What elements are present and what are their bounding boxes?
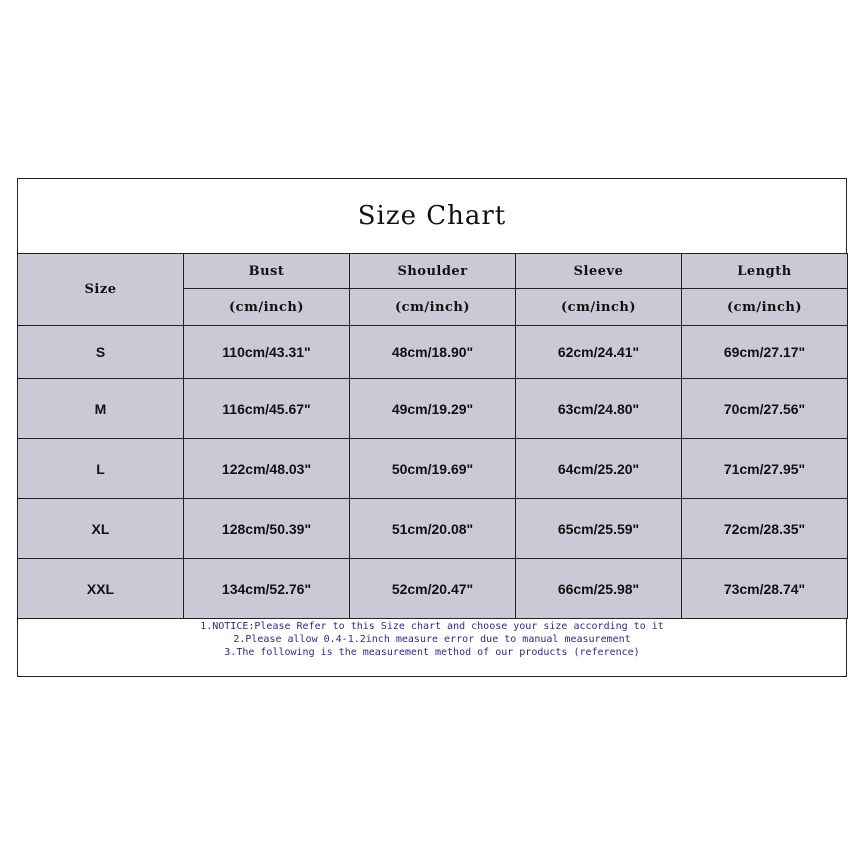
length-cell: 71cm/27.95" (682, 439, 848, 499)
size-cell: S (18, 326, 184, 379)
size-cell: M (18, 379, 184, 439)
shoulder-cell: 49cm/19.29" (350, 379, 516, 439)
shoulder-cell: 51cm/20.08" (350, 499, 516, 559)
header-shoulder: Shoulder (350, 254, 516, 289)
bust-cell: 110cm/43.31" (184, 326, 350, 379)
shoulder-cell: 48cm/18.90" (350, 326, 516, 379)
size-cell: XXL (18, 559, 184, 619)
header-size: Size (18, 254, 184, 326)
shoulder-cell: 52cm/20.47" (350, 559, 516, 619)
header-sleeve: Sleeve (516, 254, 682, 289)
sleeve-cell: 62cm/24.41" (516, 326, 682, 379)
table-row (18, 499, 848, 559)
length-cell: 69cm/27.17" (682, 326, 848, 379)
sleeve-cell: 63cm/24.80" (516, 379, 682, 439)
size-chart (17, 178, 847, 677)
table-row (18, 439, 848, 499)
length-cell: 73cm/28.74" (682, 559, 848, 619)
sleeve-cell: 66cm/25.98" (516, 559, 682, 619)
shoulder-cell: 50cm/19.69" (350, 439, 516, 499)
size-table (17, 253, 848, 619)
unit-bust: (cm/inch) (184, 289, 350, 326)
table-row (18, 559, 848, 619)
bust-cell: 122cm/48.03" (184, 439, 350, 499)
sleeve-cell: 65cm/25.59" (516, 499, 682, 559)
header-row (18, 254, 848, 289)
sleeve-cell: 64cm/25.20" (516, 439, 682, 499)
table-row (18, 326, 848, 379)
notice-text (18, 619, 846, 678)
table-row (18, 379, 848, 439)
notice-line-2: 2.Please allow 0.4-1.2inch measure error due to manual measurement (233, 634, 631, 645)
length-cell: 70cm/27.56" (682, 379, 848, 439)
size-cell: L (18, 439, 184, 499)
notice-line-3: 3.The following is the measurement method of our products (reference) (224, 647, 640, 658)
notice-line-1: 1.NOTICE:Please Refer to this Size chart and choose your size according to it (200, 621, 664, 632)
chart-title: Size Chart (357, 201, 507, 231)
unit-shoulder: (cm/inch) (350, 289, 516, 326)
header-bust: Bust (184, 254, 350, 289)
length-cell: 72cm/28.35" (682, 499, 848, 559)
unit-sleeve: (cm/inch) (516, 289, 682, 326)
unit-length: (cm/inch) (682, 289, 848, 326)
bust-cell: 116cm/45.67" (184, 379, 350, 439)
header-length: Length (682, 254, 848, 289)
bust-cell: 128cm/50.39" (184, 499, 350, 559)
bust-cell: 134cm/52.76" (184, 559, 350, 619)
size-cell: XL (18, 499, 184, 559)
